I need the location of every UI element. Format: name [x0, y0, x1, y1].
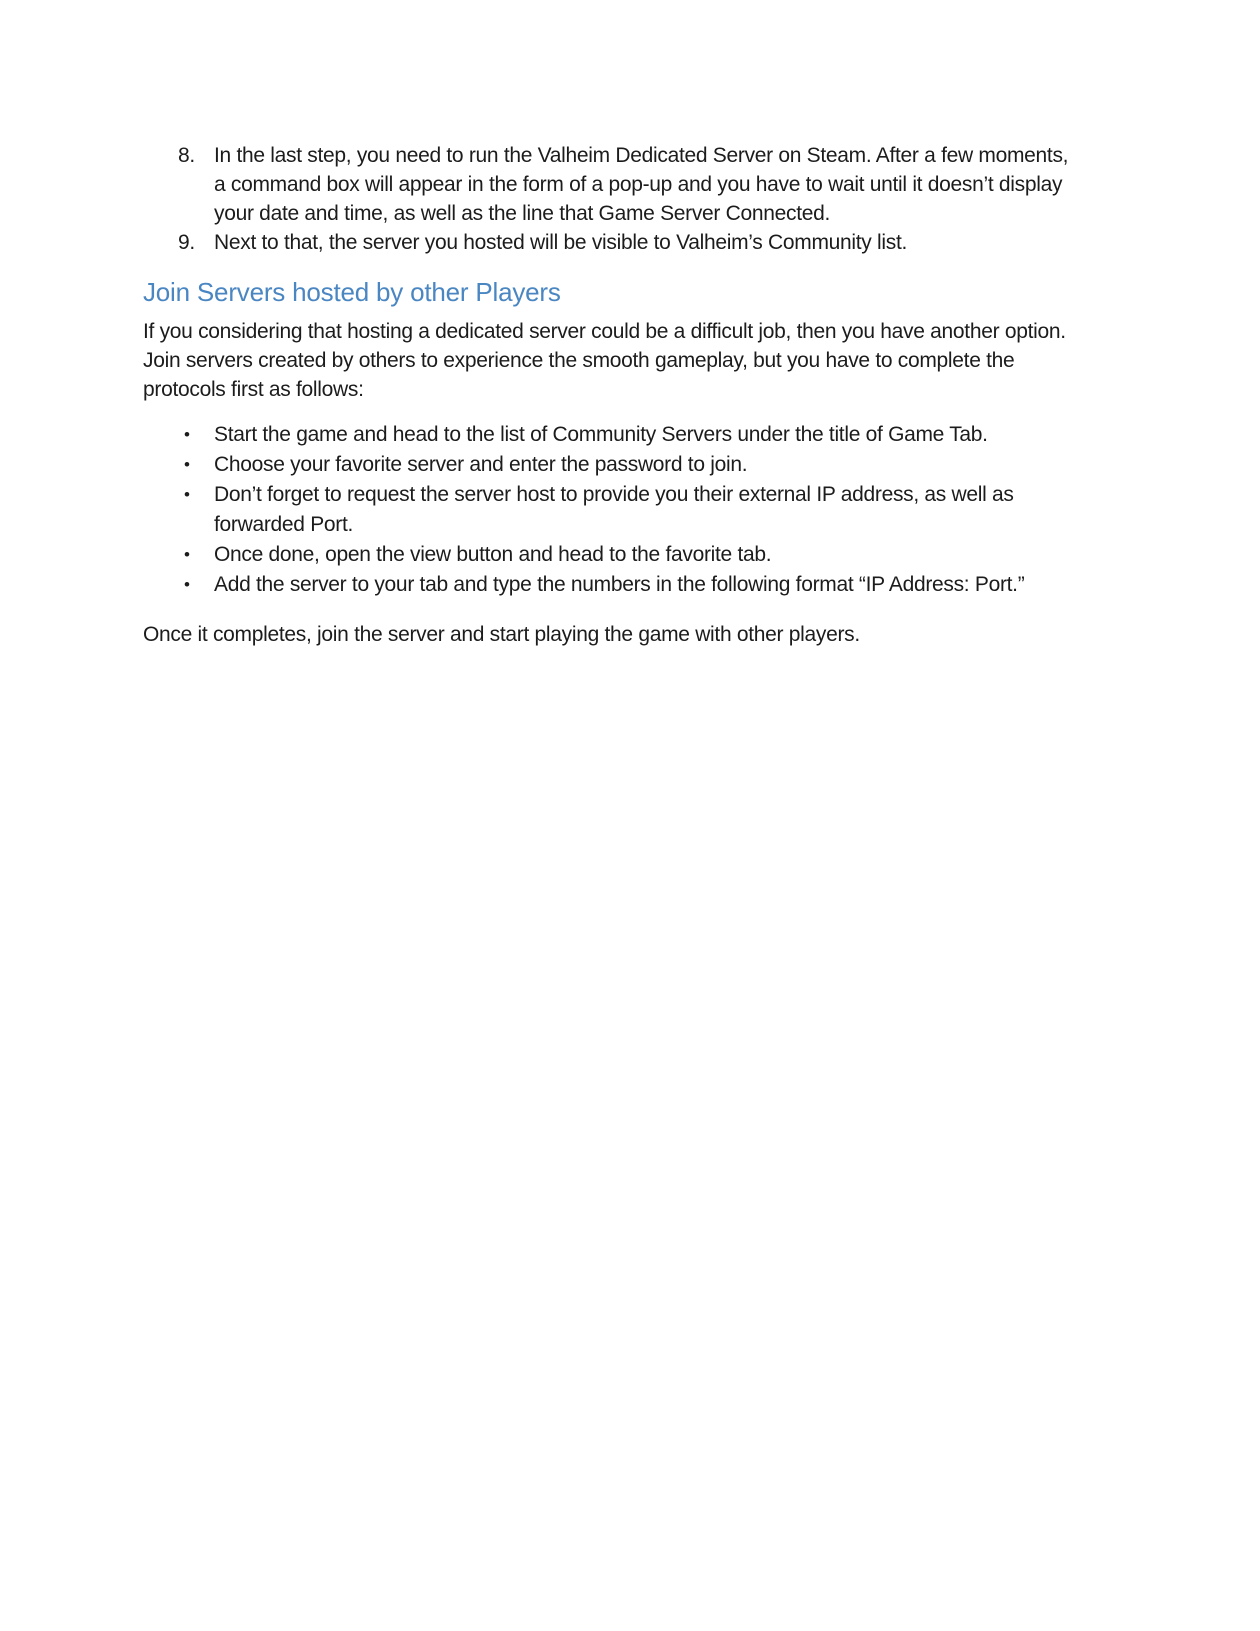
- bullet-item: [143, 480, 1120, 540]
- list-item-text: [214, 141, 1120, 228]
- bullet-item: [143, 540, 1120, 570]
- numbered-item-8: [143, 141, 1120, 228]
- text-line: Join servers created by others to experience the smooth gameplay, but you have to complete the: [143, 349, 1015, 372]
- bullet-item: [143, 450, 1120, 480]
- text-line: In the last step, you need to run the Valheim Dedicated Server on Steam. After a few moments,: [214, 144, 1069, 167]
- bullet-marker: •: [184, 575, 190, 594]
- numbered-item-9: [143, 228, 1120, 257]
- list-item-text: [214, 480, 1120, 540]
- list-item-text: [214, 228, 1120, 257]
- list-item-text: [214, 570, 1120, 600]
- closing-paragraph: Once it completes, join the server and start playing the game with other players.: [143, 623, 860, 646]
- bullet-item: [143, 570, 1120, 600]
- list-item-text: [214, 420, 1120, 450]
- bullet-item: [143, 420, 1120, 450]
- list-number: 8.: [178, 144, 195, 167]
- bullet-marker: •: [184, 425, 190, 444]
- text-line: protocols first as follows:: [143, 378, 364, 401]
- bullet-marker: •: [184, 455, 190, 474]
- text-line: Choose your favorite server and enter the password to join.: [214, 453, 748, 476]
- text-line: Start the game and head to the list of Community Servers under the title of Game Tab.: [214, 423, 988, 446]
- bullet-marker: •: [184, 485, 190, 504]
- intro-paragraph: [143, 317, 1120, 404]
- text-line: If you considering that hosting a dedicated server could be a difficult job, then you have another option.: [143, 320, 1066, 343]
- text-line: a command box will appear in the form of a pop-up and you have to wait until it doesn’t display: [214, 173, 1063, 196]
- list-item-text: [214, 540, 1120, 570]
- bullet-list: [143, 420, 1120, 600]
- section-heading: Join Servers hosted by other Players: [143, 277, 561, 307]
- numbered-list: [143, 141, 1120, 257]
- list-item-text: [214, 450, 1120, 480]
- bullet-marker: •: [184, 545, 190, 564]
- text-line: forwarded Port.: [214, 513, 354, 536]
- text-line: Add the server to your tab and type the numbers in the following format “IP Address: Port.”: [214, 573, 1025, 596]
- list-number: 9.: [178, 231, 195, 254]
- text-line: your date and time, as well as the line that Game Server Connected.: [214, 202, 831, 225]
- text-line: Once done, open the view button and head to the favorite tab.: [214, 543, 772, 566]
- text-line: Next to that, the server you hosted will be visible to Valheim’s Community list.: [214, 231, 908, 254]
- text-line: Don’t forget to request the server host to provide you their external IP address, as well as: [214, 483, 1014, 506]
